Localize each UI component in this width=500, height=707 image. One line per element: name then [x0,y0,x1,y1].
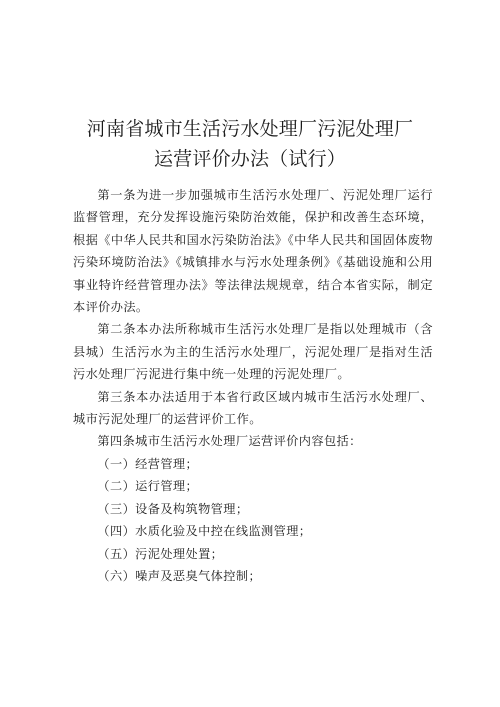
article-4-paragraph: 第四条城市生活污水处理厂运营评价内容包括： [97,434,362,449]
list-item-2: （二）运行管理； [97,479,199,494]
list-item-4: （四）水质化验及中控在线监测管理； [97,524,312,539]
article-2-paragraph: 第二条本办法所称城市生活污水处理厂是指以处理城市（含县城）生活污水为主的生活污水处理厂，污泥处理厂是指对生活污水处理厂污泥进行集中统一处理的污泥处理厂。 [73,322,433,382]
article-3-paragraph: 第三条本办法适用于本省行政区域内城市生活污水处理厂、城市污泥处理厂的运营评价工作。 [73,389,433,427]
title-line-2: 运营评价办法（试行） [153,148,346,170]
list-item-3: （三）设备及构筑物管理； [97,501,249,516]
list-item-1: （一）经营管理； [97,456,199,471]
document-title [0,114,500,174]
article-1-paragraph: 第一条为进一步加强城市生活污水处理厂、污泥处理厂运行监督管理，充分发挥设施污染防治效能，保护和改善生态环境，根据《中华人民共和国水污染防治法》《中华人民共和国固体废物污染环境防治法》《城镇排水与污水处理条例》《基础设施和公用事业特许经营管理办法》等法律法规规章，结合本省实际，制定本评价办法。 [73,188,433,315]
list-item-5: （五）污泥处理处置； [97,546,224,561]
title-line-1: 河南省城市生活污水处理厂污泥处理厂 [86,118,414,140]
document-body [73,184,433,587]
list-item-6: （六）噪声及恶臭气体控制； [97,568,262,583]
